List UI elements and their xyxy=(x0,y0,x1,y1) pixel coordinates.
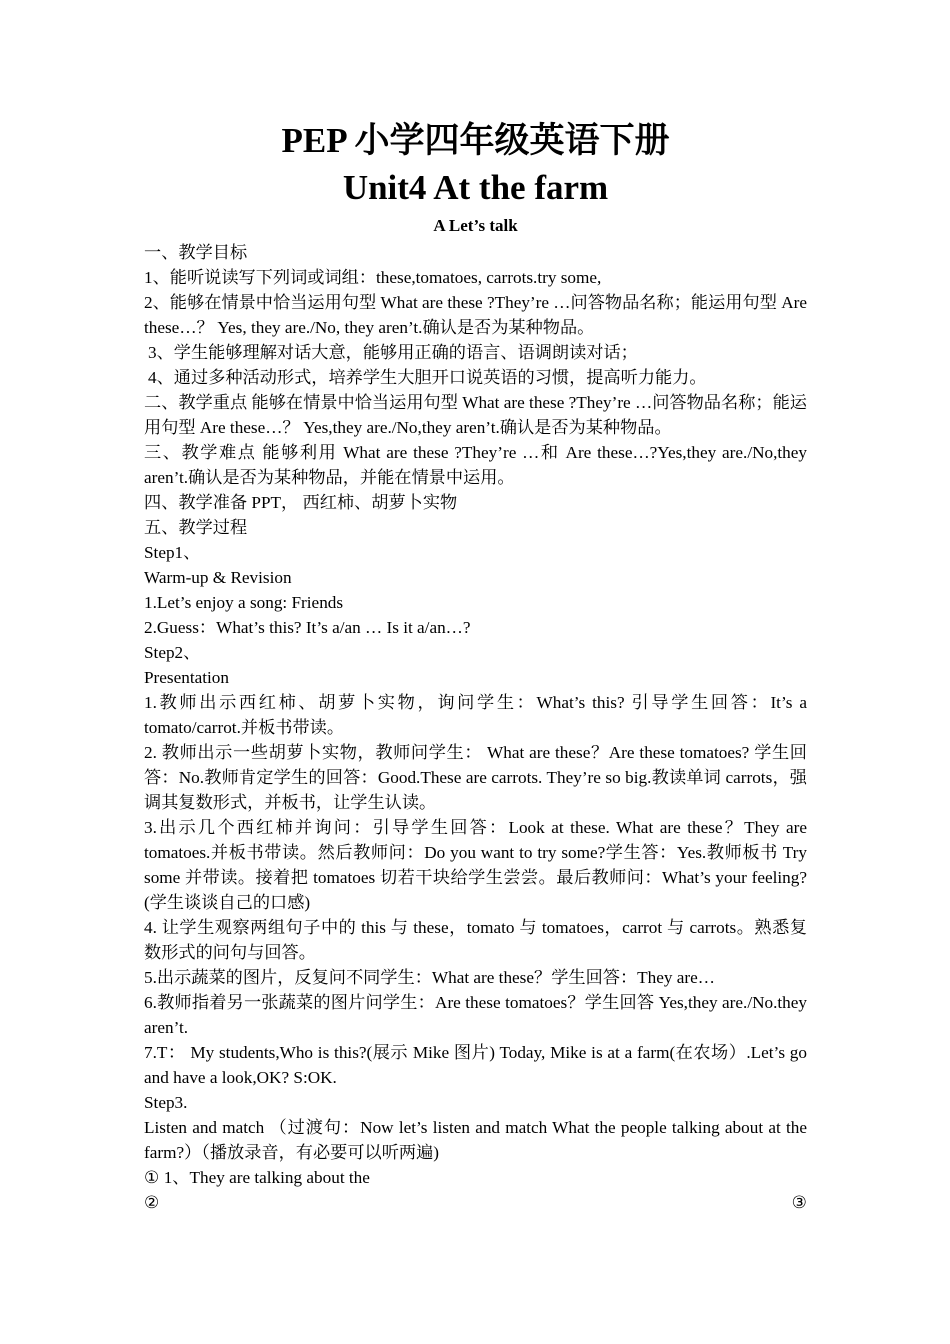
section-heading: 五、教学过程 xyxy=(144,518,248,537)
step-item: ① 1、They are talking about the xyxy=(144,1168,370,1187)
step-item: 2. 教师出示一些胡萝卜实物，教师问学生： What are these？Are these tomatoes? 学生回答：No.教师肯定学生的回答：Good.These are carrots. They’re so big.教读单词 carrots，强调其复数形式，并板书，让学生认读。 xyxy=(144,743,807,812)
step-heading: Step1、 xyxy=(144,543,201,562)
objective-item: 1、能听说读写下列词或词组：these,tomatoes, carrots.try some, xyxy=(144,268,602,287)
step-item: 2.Guess：What’s this? It’s a/an … Is it a/an…? xyxy=(144,618,471,637)
preparation: 四、教学准备 PPT， 西红柿、胡萝卜实物 xyxy=(144,493,458,512)
circle-number-row xyxy=(144,1190,807,1215)
objective-item: 2、能够在情景中恰当运用句型 What are these ?They’re …问答物品名称；能运用句型 Are these…？ Yes, they are./No, they aren’t.确认是否为某种物品。 xyxy=(144,293,807,337)
step-item: 4. 让学生观察两组句子中的 this 与 these，tomato 与 tomatoes，carrot 与 carrots。熟悉复数形式的问句与回答。 xyxy=(144,918,807,962)
step-title: Warm-up & Revision xyxy=(144,568,292,587)
step-item: 1.Let’s enjoy a song: Friends xyxy=(144,593,344,612)
unit-title: Unit4 At the farm xyxy=(342,168,609,207)
circle-number: ③ xyxy=(791,1193,807,1212)
lesson-subtitle: A Let’s talk xyxy=(433,216,518,235)
step-item: 7.T： My students,Who is this?(展示 Mike 图片) Today, Mike is at a farm(在农场）.Let’s go and have a look,OK? S:OK. xyxy=(144,1043,807,1087)
step-item: 5.出示蔬菜的图片，反复问不同学生：What are these？学生回答：They are… xyxy=(144,968,715,987)
section-heading: 一、教学目标 xyxy=(144,243,248,262)
key-points: 二、教学重点 能够在情景中恰当运用句型 What are these ?They’re …问答物品名称；能运用句型 Are these…？ Yes,they are./No,they aren’t.确认是否为某种物品。 xyxy=(144,393,807,437)
document-page xyxy=(144,118,807,1215)
step-item: 1.教师出示西红柿、胡萝卜实物，询问学生：What’s this? 引导学生回答：It’s a tomato/carrot.并板书带读。 xyxy=(144,693,807,737)
step-item: 3.出示几个西红柿并询问：引导学生回答：Look at these. What are these？They are tomatoes.并板书带读。然后教师问：Do you want to try some?学生答：Yes.教师板书 Try some 并带读。接着把 tomatoes 切若干块给学生尝尝。最后教师问：What’s your feeling?(学生谈谈自己的口感) xyxy=(144,818,807,912)
document-title: PEP 小学四年级英语下册 xyxy=(281,121,670,160)
objective-item: 3、学生能够理解对话大意，能够用正确的语言、语调朗读对话； xyxy=(148,343,638,362)
objective-item: 4、通过多种活动形式，培养学生大胆开口说英语的习惯，提高听力能力。 xyxy=(148,368,707,387)
difficult-points: 三、教学难点 能够利用 What are these ?They’re …和 Are these…?Yes,they are./No,they aren’t.确认是否为某种物品，并能在情景中运用。 xyxy=(144,443,807,487)
step-title: Presentation xyxy=(144,668,229,687)
step-heading: Step2、 xyxy=(144,643,201,662)
step-item: Listen and match （过渡句：Now let’s listen and match What the people talking about at the farm?）（播放录音，有必要可以听两遍) xyxy=(144,1118,807,1162)
circle-number: ② xyxy=(144,1193,160,1212)
step-item: 6.教师指着另一张蔬菜的图片问学生：Are these tomatoes？学生回答 Yes,they are./No.they aren’t. xyxy=(144,993,807,1037)
step-heading: Step3. xyxy=(144,1093,188,1112)
